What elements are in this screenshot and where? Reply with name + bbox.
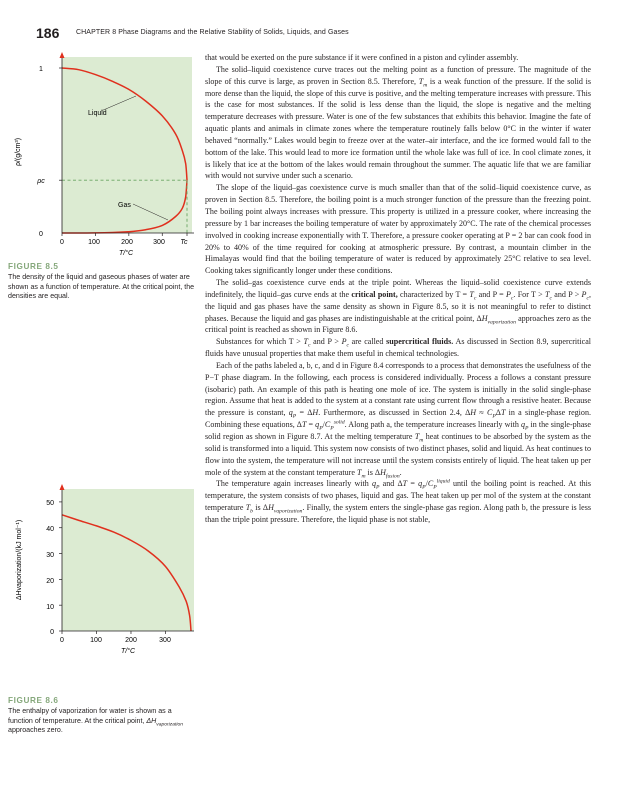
main-body-text — [205, 52, 591, 526]
fig85-label-liquid: Liquid — [88, 110, 107, 117]
figure-8-6-caption — [8, 696, 198, 736]
figure-8-6-title: FIGURE 8.6 — [8, 696, 59, 705]
chapter-running-head: CHAPTER 8 Phase Diagrams and the Relative Stability of Solids, Liquids, and Gases — [76, 29, 349, 36]
paragraph-2: The solid–liquid coexistence curve traces out the melting point as a function of pressure. The magnitude of the slope of this curve is large, as proven in Section 8.5. Therefore, $T_m$ is a weak function of the pressure. If the solid is more dense than the liquid, the slope of this curve is positive, and the melting temperature increases with pressure. This is the case for most substances. If the solid is less dense than the liquid, the slope is negative and the melting temperature decreases with pressure. Water is one of the few substances that exhibits this behavior. Imagine the fate of aquatic plants and animals in climate zones where the temperature routinely falls below 0°C in the winter if water behaved “normally.” Lakes would begin to freeze over at the water–air interface, and the ice formed would fall to the bottom of the lake. This would lead to more ice formation until the whole lake was full of ice. In cool climate zones, it is likely that ice at the bottom of the lakes would remain throughout the summer. The aquatic life that we are familiar with would not survive under such a scenario. — [205, 64, 591, 181]
fig86-ytick-50: 50 — [46, 500, 54, 507]
fig85-ytick-rhoc: ρc — [37, 178, 45, 186]
figure-8-5-title: FIGURE 8.5 — [8, 262, 59, 271]
paragraph-1: that would be exerted on the pure substance if it were confined in a piston and cylinder assembly. — [205, 53, 519, 62]
paragraph-3: The slope of the liquid–gas coexistence curve is much smaller than that of the solid–liquid coexistence curve, as proven in Section 8.5. Therefore, the boiling point is a much stronger function of the pressure than the freezing point. The boiling point always increases with pressure. This property is utilized in a pressure cooker, where increasing the pressure by 1 bar increases the boiling temperature of water by approximately 20°C. The rate of the chemical processes involved in cooking increase exponentially with T. Therefore, a pressure cooker operating at P = 2 bar can cook food in 20% to 40% of the time required for cooking at atmospheric pressure. By contrast, a mountain climber in the Himalayas would find that the boiling temperature of water is reduced by approximately 25°C relative to sea level. Cooking takes significantly longer under these conditions. — [205, 183, 591, 276]
figure-8-5-caption — [8, 262, 198, 302]
fig85-xtick-0: 0 — [60, 239, 64, 246]
fig85-ytick-0: 0 — [39, 231, 43, 238]
fig85-ytick-1: 1 — [39, 66, 43, 73]
fig86-ytick-0: 0 — [50, 629, 54, 636]
figure-8-6-caption-symbol: ΔH — [146, 716, 157, 725]
fig85-xtick-100: 100 — [88, 239, 100, 246]
fig86-xtick-200: 200 — [125, 637, 137, 644]
fig85-label-gas: Gas — [118, 202, 131, 209]
fig85-ylabel: ρ/(g/cm³) — [15, 137, 22, 167]
fig86-xtick-100: 100 — [90, 637, 102, 644]
fig85-xtick-tc: Tc — [180, 239, 188, 246]
fig86-ytick-30: 30 — [46, 552, 54, 559]
page-header — [36, 26, 596, 44]
fig86-ytick-20: 20 — [46, 578, 54, 585]
fig86-y-arrow — [60, 484, 65, 490]
fig86-ytick-40: 40 — [46, 526, 54, 533]
fig86-xlabel: T/°C — [120, 648, 136, 655]
figure-8-6-caption-text: The enthalpy of vaporization for water is shown as a function of temperature. At the critical point, — [8, 706, 172, 725]
fig85-y-arrow — [60, 52, 65, 58]
figure-8-6-caption-end: approaches zero. — [8, 726, 63, 735]
page-number: 186 — [36, 25, 60, 41]
figure-8-5-caption-text: The density of the liquid and gaseous phases of water are shown as a function of temperature. At the critical point, the densities are equal. — [8, 272, 195, 301]
fig86-ytick-10: 10 — [46, 604, 54, 611]
fig85-xlabel: T/°C — [118, 250, 134, 257]
fig86-plot-area — [62, 489, 194, 631]
figure-8-6-caption-subscript: vaporization — [156, 722, 184, 727]
fig86-xtick-300: 300 — [159, 637, 171, 644]
fig86-ylabel: ΔHvaporization/(kJ mol⁻¹) — [16, 519, 23, 601]
paragraph-4: The solid–gas coexistence curve ends at the triple point. Whereas the liquid–solid coexistence curve extends indefinitely, the liquid–gas curve ends at the critical point, characterized by $T = T_c$ and $P = P_c$. For $T > T_c$ and $P > P_c$, the liquid and gas phases have the same density as shown in Figure 8.5, so it is not meaningful to refer to distinct phases. Because the liquid and gas phases are indistinguishable at the critical point, $\Delta H_{vaporization}$ approaches zero as the critical point is reached as shown in Figure 8.6. — [205, 278, 592, 335]
paragraph-6: Each of the paths labeled a, b, c, and d in Figure 8.4 corresponds to a process that demonstrates the usefulness of the P−T phase diagram. In the following, each process is considered individually. Process a follows a constant pressure (isobaric) path. An example of this path is heating one mole of ice. The system is initially in the solid single-phase region. Assume that heat is added to the system at a constant rate using current flow through a resistive heater. Because the pressure is constant, $q_P = \Delta H$. Furthermore, as discussed in Section 2.4, $\Delta H \approx C_P\Delta T$ in a single-phase region. Combining these equations, $\Delta T = q_P/C_P^{solid}$. Along path a, the temperature increases linearly with $q_P$ in the single-phase solid region as shown in Figure 8.7. At the melting temperature $T_m$ heat continues to be absorbed by the system as the solid is transformed into a liquid. This system now consists of two distinct phases, solid and liquid. As heat continues to flow into the system, the temperature will not increase until the system consists entirely of liquid. The heat taken up per mole of the system at the constant temperature $T_m$ is $\Delta H_{fusion}$. — [205, 360, 592, 480]
fig85-xtick-300: 300 — [153, 239, 165, 246]
paragraph-5: Substances for which $T > T_c$ and $P > P_c$ are called supercritical fluids. As discussed in Section 8.9, supercritical fluids have unusual properties that make them useful in chemical technologies. — [205, 337, 592, 359]
fig85-xtick-200: 200 — [121, 239, 133, 246]
paragraph-7: The temperature again increases linearly with $q_P$ and $\Delta T = q_P/C_P^{liquid}$ until the boiling point is reached. At this temperature, the system consists of two phases, liquid and gas. The heat taken up per mol of the system at the constant temperature $T_b$ is $\Delta H_{vaporization}$. Finally, the system enters the single-phase gas region. Along path b, the pressure is less than the triple point pressure. Therefore, the liquid phase is not stable, — [205, 478, 591, 524]
figure-8-5-chart — [8, 52, 198, 268]
figure-8-6-chart — [8, 484, 198, 664]
fig86-xtick-0: 0 — [60, 637, 64, 644]
